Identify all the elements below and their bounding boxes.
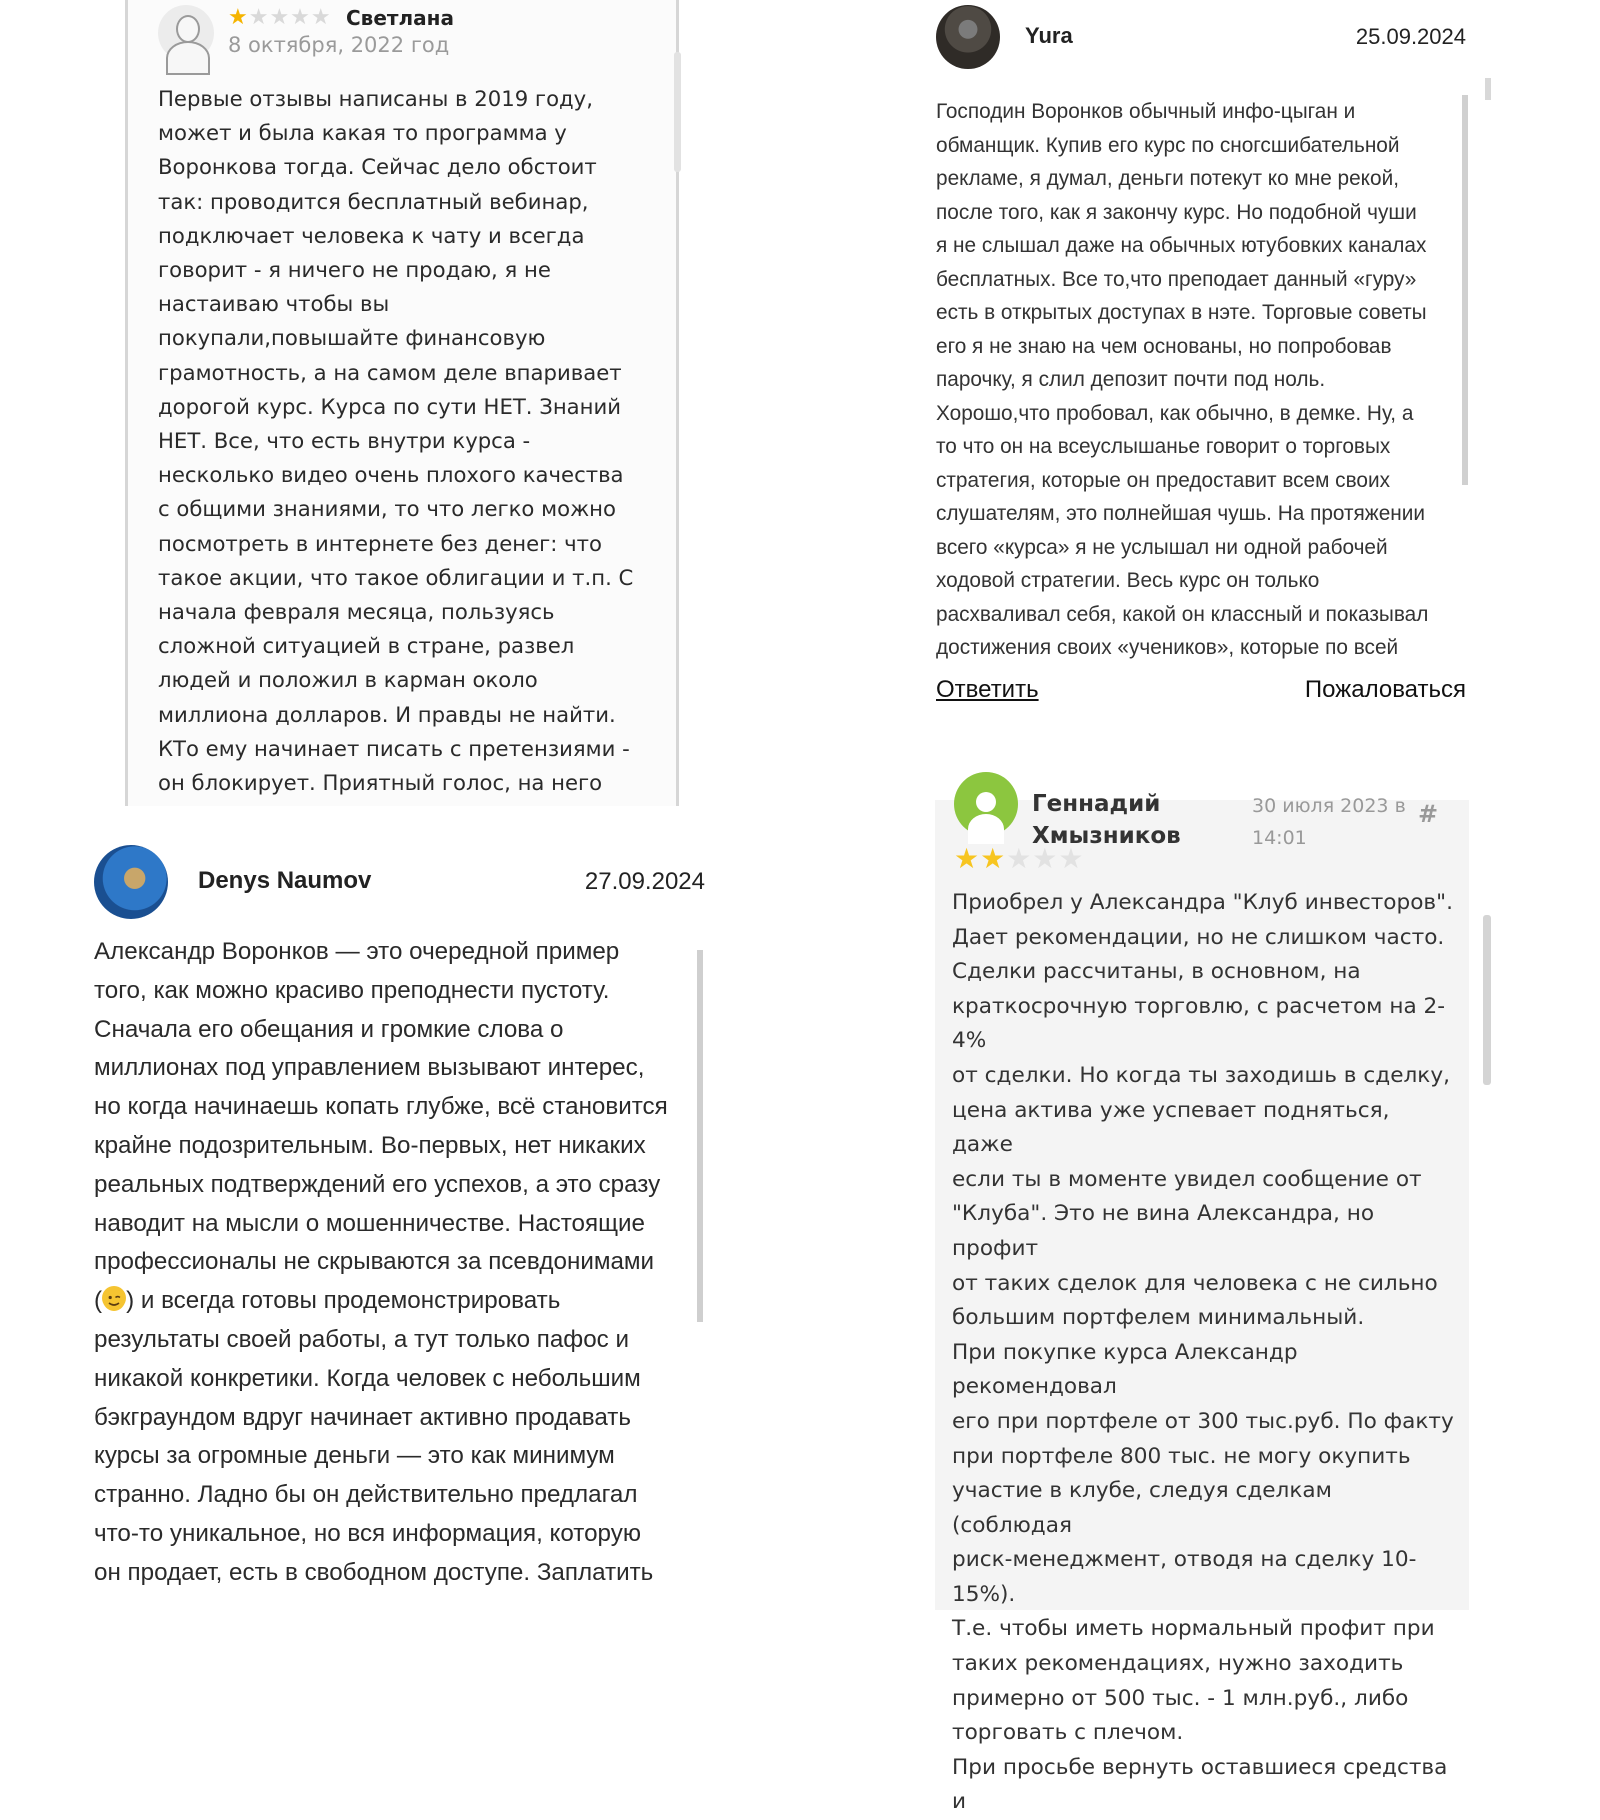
review-text-part-2: ) и всегда готовы продемонстрировать результаты своей работы, а тут только пафос и никакой конкретики. Когда человек с небольшим бэкграундом вдруг начинает активно продавать курсы за огромные деньги — это как минимум странно. Ладно бы он действительно предлагал что-то уникальное, но вся информация, которую он продает, есть в свободном доступе. Заплатить (94, 1287, 654, 1586)
author-name[interactable]: Denys Naumov (198, 867, 372, 894)
scrollbar[interactable] (674, 52, 681, 172)
review-text: Первые отзывы написаны в 2019 году, может и была какая то программа у Воронкова тогда. Сейчас дело обстоит так: проводится бесплатный вебинар, подключает человека к чату и всегда говорит - я ничего не продаю, я не настаиваю чтобы вы покупали,повышайте финансовую грамотность, а на самом деле впаривает дорогой курс. Курса по сути НЕТ. Знаний НЕТ. Все, что есть внутри курса - несколько видео очень плохого качества с общими знаниями, то что легко можно посмотреть в интернете без денег: что такое акции, что такое облигации и т.п. С начала февраля месяца, пользуясь сложной ситуацией в стране, развел людей и положил в карман около миллиона долларов. И правды не найти. КТо ему начинает писать с претензиями - он блокирует. Приятный голос, на него (158, 86, 634, 796)
star-icon: ★★★★ (248, 5, 332, 30)
user-icon-body (166, 41, 210, 75)
author-name[interactable]: Светлана (346, 6, 454, 30)
user-icon (176, 15, 200, 43)
avatar[interactable] (936, 5, 1000, 69)
rating-stars (954, 843, 1085, 875)
star-icon: ★ (228, 5, 249, 30)
review-card-yura (800, 0, 1600, 800)
review-text-part-1: Александр Воронков — это очередной пример того, как можно красиво преподнести пустоту. Сначала его обещания и громкие слова о миллионах под управлением вызывают интерес, но когда начинаешь копать глубже, всё становится крайне подозрительным. Во-первых, нет никаких реальных подтверждений его успехов, а это сразу наводит на мысли о мошенничестве. Настоящие профессионалы не скрываются за псевдонимами ( (94, 938, 668, 1315)
review-card-svetlana (0, 0, 800, 800)
rating-stars (228, 5, 332, 31)
review-text: Господин Воронков обычный инфо-цыган и обманщик. Купив его курс по сногсшибательной рекламе, я думал, деньги потекут ко мне рекой, после того, как я закончу курс. Но подобной чуши я не слышал даже на обычных ютубовких каналах бесплатных. Все то,что преподает данный «гуру» есть в открытых доступах в нэте. Торговые советы его я не знаю на чем основаны, но попробовав парочку, я слил депозит почти под ноль. Хорошо,что пробовал, как обычно, в демке. Ну, а то что он на всеуслышанье говорит о торговых стратегия, которые он предоставит всем своих слушателям, это полнейшая чушь. На протяжении всего «курса» я не услышал ни одной рабочей ходовой стратегии. Весь курс он только расхваливал себя, какой он классный и показывал достижения своих «учеников», которые по всей (936, 100, 1429, 659)
review-text-container (94, 933, 699, 1600)
permalink-hash[interactable]: # (1418, 800, 1439, 828)
reply-link[interactable]: Ответить (936, 676, 1039, 703)
review-date: 8 октября, 2022 год (228, 33, 450, 57)
user-icon (976, 792, 996, 812)
avatar[interactable] (94, 845, 168, 919)
author-name[interactable]: Геннадий Хмызников (1032, 791, 1181, 849)
review-card-gennadiy (800, 791, 1600, 1815)
report-button[interactable]: Пожаловаться (1304, 676, 1466, 703)
avatar[interactable] (954, 772, 1018, 836)
avatar[interactable] (158, 5, 214, 61)
review-card-denys (0, 800, 800, 1600)
star-icon: ★★★ (1006, 842, 1085, 875)
scrollbar[interactable] (1483, 915, 1491, 1085)
review-date: 25.09.2024 (1355, 24, 1466, 49)
star-icon: ★★ (954, 842, 1007, 875)
review-text (94, 933, 699, 1593)
review-date: 27.09.2024 (584, 868, 705, 895)
author-name[interactable]: Yura (1025, 23, 1073, 48)
wink-emoji-icon (102, 1286, 126, 1310)
review-date: 30 июля 2023 в 14:01 (1252, 795, 1406, 849)
review-text: Приобрел у Александра "Клуб инвесторов". Дает рекомендации, но не слишком часто. Сделки рассчитаны, в основном, на краткосрочную торговлю, с расчетом на 2-4% от сделки. Но когда ты заходишь в сделку, цена актива уже успевает подняться, даже если ты в моменте увидел сообщение от "Клуба". Это не вина Александра, но профит от таких сделок для человека с не сильно большим портфелем минимальный. При покупке курса Александр рекомендовал его при портфеле от 300 тыс.руб. По факту при портфеле 800 тыс. не могу окупить участие в клубе, следуя сделкам (соблюдая риск-менеджмент, отводя на сделку 10-15%). Т.е. чтобы иметь нормальный профит при таких рекомендациях, нужно заходить примерно от 500 тыс. - 1 млн.руб., либо торговать с плечом. При просьбе вернуть оставшиеся средства и (952, 890, 1454, 1815)
scrollbar-top[interactable] (1485, 78, 1491, 100)
review-text-container (936, 95, 1466, 660)
user-icon-body (968, 814, 1004, 844)
